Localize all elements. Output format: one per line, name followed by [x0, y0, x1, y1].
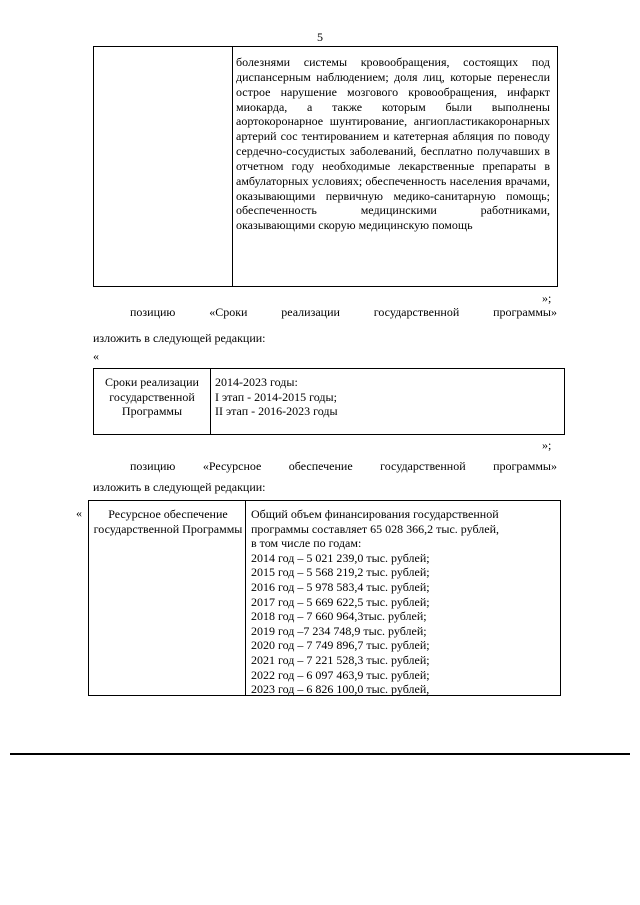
terms-value [215, 375, 560, 419]
opening-quote: « [93, 349, 99, 363]
table-column-divider [210, 369, 211, 434]
instruction-line: позицию «Сроки реализации государственной программы» [130, 305, 557, 319]
terms-label: Сроки реализации государственной Программы [105, 375, 199, 418]
resources-line: 2015 год – 5 568 219,2 тыс. рублей; [251, 565, 430, 580]
instruction-line: изложить в следующей редакции: [93, 480, 266, 494]
resources-line: 2021 год – 7 221 528,3 тыс. рублей; [251, 652, 430, 667]
terms-line: I этап - 2014-2015 годы; [215, 389, 337, 404]
terms-line: 2014-2023 годы: [215, 375, 298, 389]
resources-label: Ресурсное обеспечение государственной Программы [93, 507, 243, 536]
page-number: 5 [317, 30, 323, 44]
indicators-table [93, 46, 558, 287]
resources-line: 2014 год – 5 021 239,0 тыс. рублей; [251, 550, 430, 565]
closing-quote: »; [542, 438, 552, 452]
resources-line: 2017 год – 5 669 622,5 тыс. рублей; [251, 594, 430, 609]
instruction-line: изложить в следующей редакции: [93, 331, 266, 345]
closing-quote: »; [542, 291, 552, 305]
resources-line: Общий объем финансирования государственной [251, 507, 499, 521]
resources-value [251, 507, 556, 697]
page-bottom-rule [10, 753, 630, 755]
resources-line: программы составляет 65 028 366,2 тыс. рублей, [251, 521, 500, 536]
opening-quote: « [76, 506, 82, 520]
resources-line: 2023 год – 6 826 100,0 тыс. рублей, [251, 682, 430, 697]
resources-line: 2022 год – 6 097 463,9 тыс. рублей; [251, 667, 430, 682]
instruction-paragraph-terms [93, 305, 557, 346]
resources-line: 2020 год – 7 749 896,7 тыс. рублей; [251, 638, 430, 653]
resources-line: 2019 год –7 234 748,9 тыс. рублей; [251, 623, 427, 638]
terms-line: II этап - 2016-2023 годы [215, 404, 338, 418]
resources-line: 2018 год – 7 660 964,3тыс. рублей; [251, 609, 427, 624]
resources-line: 2016 год – 5 978 583,4 тыс. рублей; [251, 579, 430, 594]
resources-line: в том числе по годам: [251, 536, 362, 551]
terms-table [93, 368, 565, 435]
table-column-divider [245, 501, 246, 695]
instruction-line: позицию «Ресурсное обеспечение государственной программы» [130, 459, 557, 473]
instruction-paragraph-resources [93, 459, 557, 495]
indicators-cell-text: болезнями системы кровообращения, состоящих под диспансерным наблюдением; доля лиц, которые перенесли острое нарушение мозгового кровообращения, инфаркт миокарда, а также которым были выполнены аортокоронарное шунтирование, ангиопластикакоронарных артерий сос тентированием и катетерная абляция по поводу сердечно-сосудистых заболеваний, бесплатно получавших в отчетном году необходимые лекарственные препараты в амбулаторных условиях; обеспеченность населения врачами, оказывающими первичную медико-санитарную помощь; обеспеченность медицинскими работниками, оказывающими скорую медицинскую помощь [236, 55, 550, 233]
table-column-divider [232, 47, 233, 286]
resources-table [88, 500, 561, 696]
